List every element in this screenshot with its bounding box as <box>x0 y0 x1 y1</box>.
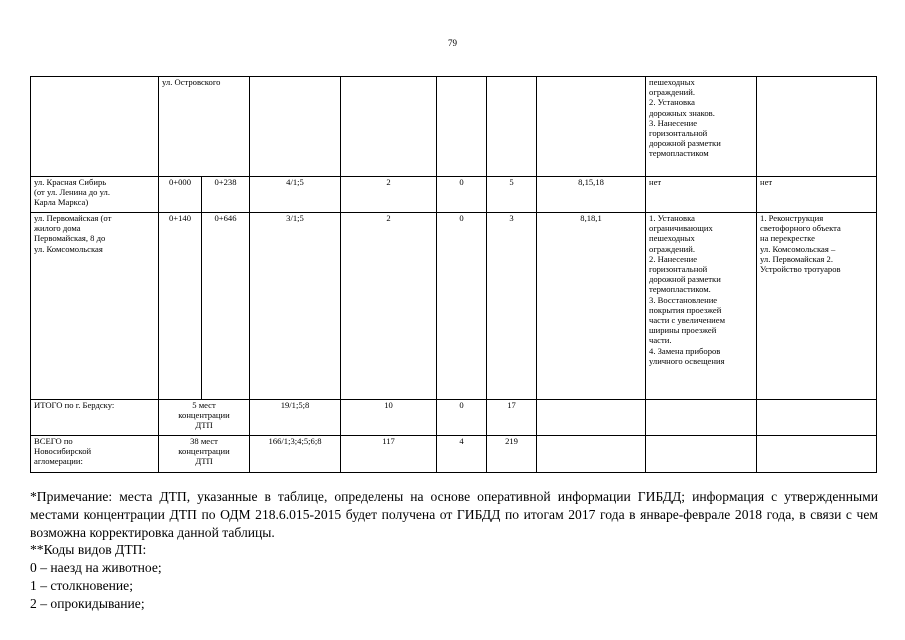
codes-cell <box>537 77 646 177</box>
table-row <box>31 177 877 213</box>
count-c-cell: 5 <box>487 177 537 213</box>
code-item: 2 – опрокидывание; <box>30 595 145 611</box>
page-number: 79 <box>448 38 457 48</box>
accident-concentration-table <box>30 76 877 473</box>
totals-count-a-cell: 10 <box>341 400 437 436</box>
road-cell: ул. Первомайская (от жилого дома Первомайская, 8 до ул. Комсомольская <box>31 213 159 400</box>
measures-done-cell: нет <box>646 177 757 213</box>
km-end-cell: 0+238 <box>202 177 250 213</box>
totals-label-cell: ИТОГО по г. Бердску: <box>31 400 159 436</box>
code-item: 1 – столкновение; <box>30 577 133 593</box>
km-end-cell: 0+646 <box>202 213 250 400</box>
empty-cell <box>537 436 646 473</box>
count-a-cell <box>341 77 437 177</box>
count-b-cell <box>437 77 487 177</box>
totals-row <box>31 436 877 473</box>
measures-done-cell: пешеходных ограждений. 2. Установка дорожных знаков. 3. Нанесение горизонтальной дорожной разметки термопластиком <box>646 77 757 177</box>
accident-types-cell: 3/1;5 <box>250 213 341 400</box>
totals-row <box>31 400 877 436</box>
code-item: 0 – наезд на животное; <box>30 560 162 576</box>
road-cell <box>31 77 159 177</box>
empty-cell <box>757 436 877 473</box>
count-b-cell: 0 <box>437 177 487 213</box>
table-row <box>31 77 877 177</box>
footnote <box>30 488 878 613</box>
measures-planned-cell <box>757 77 877 177</box>
location-cell: ул. Островского <box>159 77 250 177</box>
codes-heading: **Коды видов ДТП: <box>30 542 147 558</box>
totals-places-cell: 5 мест концентрации ДТП <box>159 400 250 436</box>
totals-accident-types-cell: 166/1;3;4;5;6;8 <box>250 436 341 473</box>
empty-cell <box>757 400 877 436</box>
totals-places-cell: 38 мест концентрации ДТП <box>159 436 250 473</box>
codes-cell: 8,18,1 <box>537 213 646 400</box>
measures-done-cell: 1. Установка ограничивающих пешеходных ограждений. 2. Нанесение горизонтальной дорожной разметки термопластиком. 3. Восстановление покрытия проезжей части с увеличением ширины проезжей части. 4. Замена приборов уличного освещения <box>646 213 757 400</box>
empty-cell <box>646 400 757 436</box>
totals-count-a-cell: 117 <box>341 436 437 473</box>
totals-label-cell: ВСЕГО по Новосибирской агломерации: <box>31 436 159 473</box>
empty-cell <box>537 400 646 436</box>
count-c-cell <box>487 77 537 177</box>
measures-planned-cell: 1. Реконструкция светофорного объекта на перекрестке ул. Комсомольская – ул. Первомайская 2. Устройство тротуаров <box>757 213 877 400</box>
footnote-paragraph: *Примечание: места ДТП, указанные в таблице, определены на основе оперативной информации ГИБДД; информация с утвержденными местами концентрации ДТП по ОДМ 218.6.015-2015 будет получена от ГИБДД по итогам 2017 года в январе-феврале 2018 года, в связи с чем возможна корректировка данной таблицы. <box>30 489 878 540</box>
totals-accident-types-cell: 19/1;5;8 <box>250 400 341 436</box>
codes-cell: 8,15,18 <box>537 177 646 213</box>
road-cell: ул. Красная Сибирь (от ул. Ленина до ул. Карла Маркса) <box>31 177 159 213</box>
empty-cell <box>646 436 757 473</box>
count-a-cell: 2 <box>341 213 437 400</box>
accident-types-cell: 4/1;5 <box>250 177 341 213</box>
km-start-cell: 0+000 <box>159 177 202 213</box>
km-start-cell: 0+140 <box>159 213 202 400</box>
measures-planned-cell: нет <box>757 177 877 213</box>
accident-types-cell <box>250 77 341 177</box>
count-c-cell: 3 <box>487 213 537 400</box>
totals-count-b-cell: 4 <box>437 436 487 473</box>
table-row <box>31 213 877 400</box>
totals-count-b-cell: 0 <box>437 400 487 436</box>
count-a-cell: 2 <box>341 177 437 213</box>
count-b-cell: 0 <box>437 213 487 400</box>
totals-count-c-cell: 17 <box>487 400 537 436</box>
totals-count-c-cell: 219 <box>487 436 537 473</box>
